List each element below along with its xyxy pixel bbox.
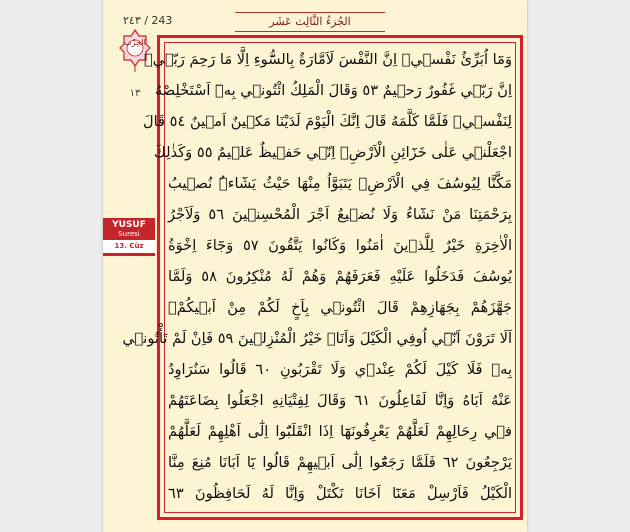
verse-line: اَلَا تَرَوْنَ اَنّ۪ٓي اُوفِي الْكَيْلَ وَاَنَا۬ خَيْرُ الْمُنْزِل۪ينَ ٥٩ فَاِنْ لَمْ تَأْتُون۪ي	[122, 330, 512, 347]
verse-line: وَمَٓا اُبَرِّئُ نَفْس۪يۚ اِنَّ النَّفْسَ لَاَمَّارَةٌ بِالسُّٓوءِ اِلَّا مَا رَحِمَ رَبّ۪يۜ	[144, 51, 512, 68]
sura-name: YUSUF	[112, 220, 146, 230]
cuz-label: 13. Cüz	[103, 240, 155, 253]
verse-line: لِنَفْس۪يۚ فَلَمَّا كَلَّمَهُ قَالَ اِنَّكَ الْيَوْمَ لَدَيْنَا مَك۪ينٌ اَم۪ينٌ ٥٤ قَالَ	[142, 113, 512, 130]
verse-line: اجْعَلْن۪ي عَلٰى خَزَٓائِنِ الْاَرْضِۚ اِنّ۪ي حَف۪يظٌ عَل۪يمٌ ٥٥ وَكَذٰلِكَ	[153, 144, 512, 161]
verse-line: يَرْجِعُونَ ٦٢ فَلَمَّا رَجَعُٓوا اِلٰٓى اَب۪يهِمْ قَالُوا يَٓا اَبَانَا مُنِعَ مِنَّا	[168, 454, 512, 471]
hizb-number: ١٣	[129, 88, 141, 99]
page-number: ٢٤٣ / 243	[123, 14, 173, 27]
verse-line: جَهَّزَهُمْ بِجَهَازِهِمْ قَالَ ائْتُون۪ي بِاَخٍ لَكُمْ مِنْ اَب۪يكُمْۚ	[168, 299, 512, 316]
juz-title: الجُزءُ الثَّالِث عَشَر	[235, 12, 385, 32]
verse-line: الْكَيْلُ فَاَرْسِلْ مَعَنَٓا اَخَانَا نَكْتَلْ وَاِنَّا لَهُ لَحَافِظُونَ ٦٣	[168, 485, 512, 502]
verse-line: الْاٰخِرَةِ خَيْرٌ لِلَّذ۪ينَ اٰمَنُوا وَكَانُوا يَتَّقُونَ ٥٧ وَجَٓاءَ اِخْوَةُ	[168, 237, 512, 254]
verse-line: مَكَّنَّا لِيُوسُفَ فِي الْاَرْضِۚ يَتَبَوَّاُ مِنْهَا حَيْثُ يَشَٓاءُۜ نُص۪يبُ	[168, 175, 512, 192]
verse-line: ف۪ي رِحَالِهِمْ لَعَلَّهُمْ يَعْرِفُونَهَٓا اِذَا انْقَلَبُٓوا اِلٰٓى اَهْلِهِمْ لَعَلَّهُمْ	[168, 423, 512, 440]
verse-line: بِرَحْمَتِنَا مَنْ نَشَٓاءُ وَلَا نُض۪يعُ اَجْرَ الْمُحْسِن۪ينَ ٥٦ وَلَاَجْرُ	[168, 206, 512, 223]
verse-line: بِه۪ فَلَا كَيْلَ لَكُمْ عِنْد۪ي وَلَا تَقْرَبُونِ ٦٠ قَالُوا سَنُرَاوِدُ	[168, 361, 513, 378]
sura-side-tab[interactable]	[103, 218, 155, 256]
verse-line: عَنْهُ اَبَاهُ وَاِنَّا لَفَاعِلُونَ ٦١ وَقَالَ لِفِتْيَانِهِ اجْعَلُوا بِضَاعَتَهُمْ	[168, 392, 512, 409]
sura-suffix: Suresi	[118, 230, 140, 238]
verse-line: يُوسُفَ فَدَخَلُوا عَلَيْهِ فَعَرَفَهُمْ وَهُمْ لَهُ مُنْكِرُونَ ٥٨ وَلَمَّا	[168, 268, 512, 285]
hizb-label: الحِزْب	[124, 38, 146, 47]
mushaf-page	[103, 0, 527, 532]
page-header	[103, 10, 527, 32]
verse-line: اِنَّ رَبّ۪ي غَفُورٌ رَح۪يمٌ ٥٣ وَقَالَ الْمَلِكُ ائْتُون۪ي بِه۪ٓ اَسْتَخْلِصْهُ	[154, 82, 512, 99]
